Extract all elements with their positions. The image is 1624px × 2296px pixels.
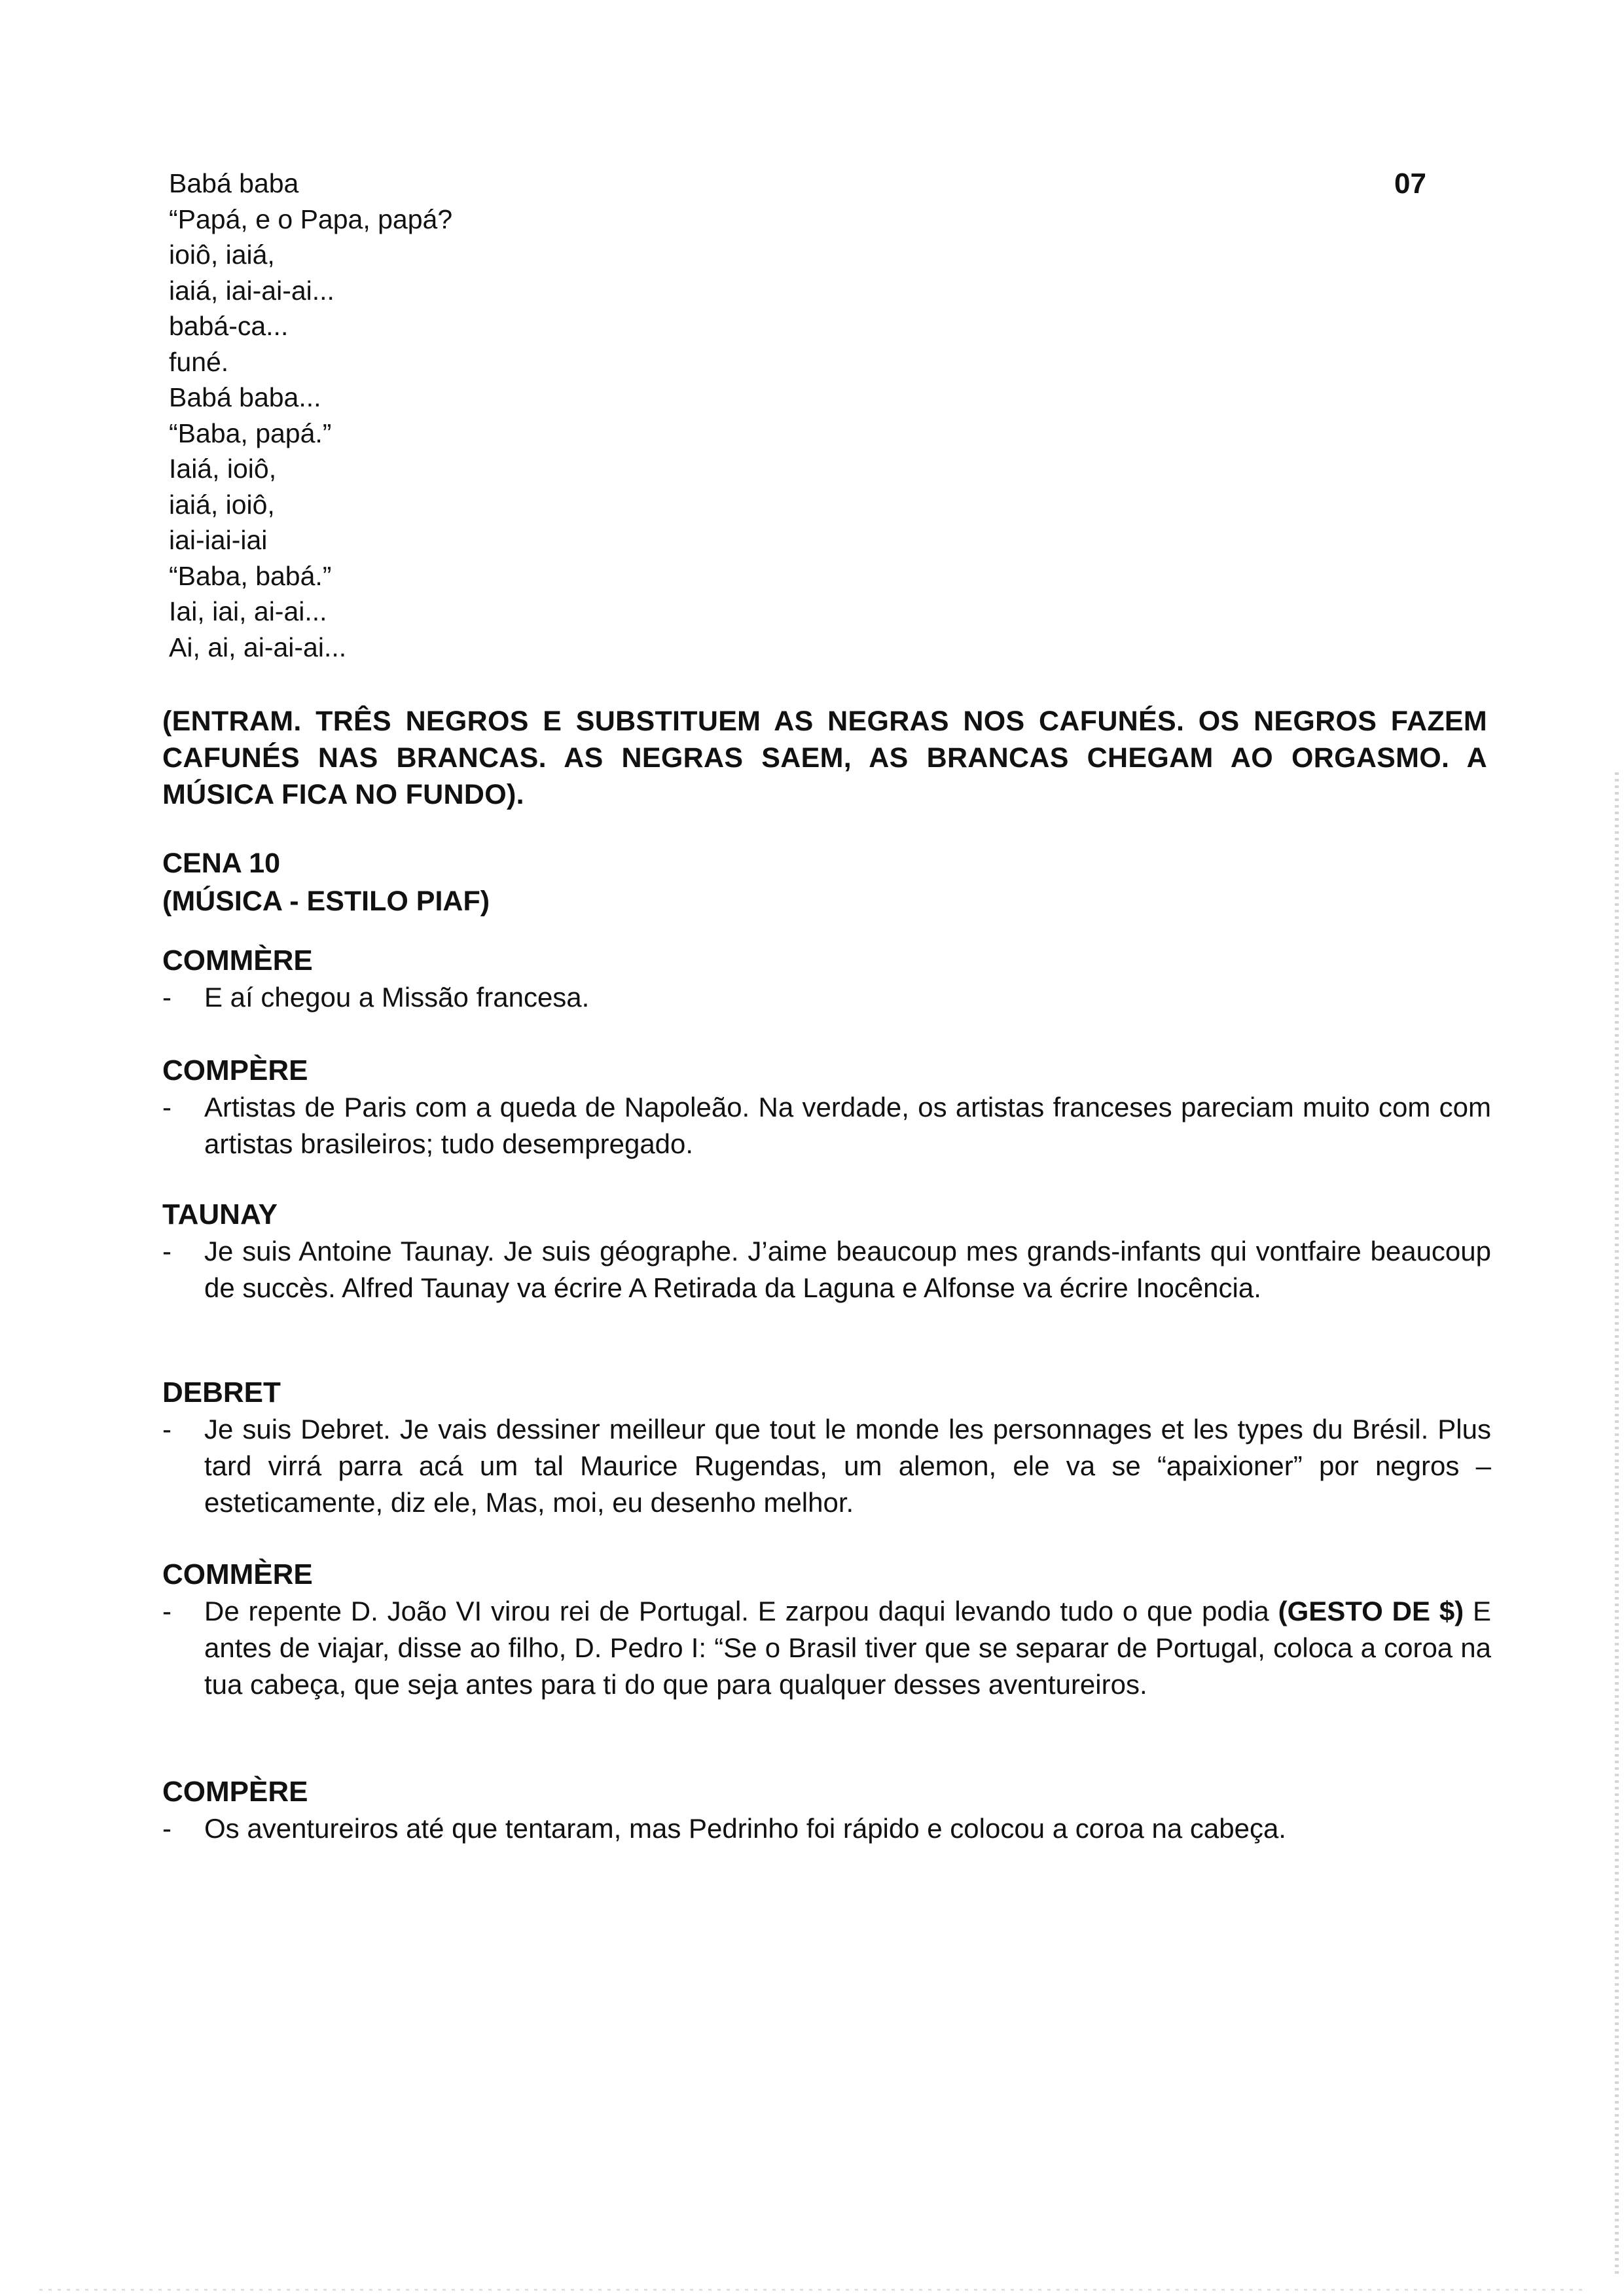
scan-edge-artifact [1615,772,1619,2278]
dialogue-dash: - [162,1414,171,1444]
scene-heading [162,844,490,920]
song-line: Iaiá, ioiô, [169,454,277,484]
song-line: Babá baba... [169,382,321,412]
dialogue-line [162,1810,1491,1847]
dialogue-text-after: E antes de viajar, disse ao filho, D. Pedro I: “Se o Brasil tiver que se separar de Portugal, coloca a coroa na tua cabeça, que seja antes para ti do que para qualquer desses aventureiros. [204,1596,1492,1700]
song-line: Ai, ai, ai-ai-ai... [169,632,347,662]
speaker-name: COMMÈRE [162,944,313,977]
song-line: iaiá, ioiô, [169,489,275,520]
song-line: Iai, iai, ai-ai... [169,596,327,626]
scene-title: CENA 10 [162,848,281,879]
dialogue-line [162,1089,1491,1162]
dialogue-text: Je suis Antoine Taunay. Je suis géographe. J’aime beaucoup mes grands-infants qui vontfaire beaucoup de succès. Alfred Taunay va écrire A Retirada da Laguna e Alfonse va écrire Inocência. [204,1236,1491,1303]
dialogue-text-before: De repente D. João VI virou rei de Portugal. E zarpou daqui levando tudo o que podia [204,1596,1278,1626]
song-line: Babá baba [169,168,299,198]
stage-direction: (ENTRAM. TRÊS NEGROS E SUBSTITUEM AS NEGRAS NOS CAFUNÉS. OS NEGROS FAZEM CAFUNÉS NAS BRANCAS. AS NEGRAS SAEM, AS BRANCAS CHEGAM AO ORGASMO. A MÚSICA FICA NO FUNDO). [162,706,1487,810]
song-line: babá-ca... [169,311,289,341]
dialogue-dash: - [162,1092,171,1122]
dialogue-dash: - [162,982,171,1013]
dialogue-line [162,979,1491,1016]
dialogue-block [162,1196,1491,1306]
song-line: iai-iai-iai [169,525,268,555]
dialogue-block [162,1774,1491,1847]
page-number: 07 [1394,168,1426,200]
dialogue-dash: - [162,1236,171,1266]
song-line: ioiô, iaiá, [169,240,275,270]
dialogue-line [162,1411,1491,1521]
dialogue-line [162,1593,1491,1703]
song-line: iaiá, iai-ai-ai... [169,275,334,306]
speaker-name: COMPÈRE [162,1776,308,1808]
dialogue-block [162,942,1491,1016]
dialogue-block [162,1374,1491,1521]
speaker-name: DEBRET [162,1376,281,1408]
dialogue-block [162,1052,1491,1162]
song-line: funé. [169,346,229,377]
song-line: “Baba, papá.” [169,418,332,448]
speaker-name: COMPÈRE [162,1054,308,1086]
dialogue-block [162,1556,1491,1703]
song-line: “Baba, babá.” [169,560,332,591]
song-line: “Papá, e o Papa, papá? [169,204,453,234]
dialogue-line [162,1233,1491,1306]
speaker-name: TAUNAY [162,1198,278,1230]
speaker-name: COMMÈRE [162,1558,313,1590]
dialogue-text: Artistas de Paris com a queda de Napoleão. Na verdade, os artistas franceses pareciam muito com com artistas brasileiros; tudo desempregado. [204,1092,1491,1159]
dialogue-dash: - [162,1813,171,1844]
dialogue-dash: - [162,1596,171,1626]
dialogue-text [204,1593,1491,1703]
dialogue-text: Os aventureiros até que tentaram, mas Pedrinho foi rápido e colocou a coroa na cabeça. [204,1813,1286,1844]
dialogue-text: Je suis Debret. Je vais dessiner meilleur que tout le monde les personnages et les types du Brésil. Plus tard virrá parra acá um tal Maurice Rugendas, um alemon, ele va se “apaixioner” por negros – esteticamente, diz ele, Mas, moi, eu desenho melhor. [204,1414,1491,1518]
scan-bottom-artifact [39,2289,1585,2291]
song-lyrics [169,166,452,665]
dialogue-text: E aí chegou a Missão francesa. [204,982,590,1013]
scene-subtitle: (MÚSICA - ESTILO PIAF) [162,886,490,917]
stage-gesture: (GESTO DE $) [1278,1596,1464,1626]
